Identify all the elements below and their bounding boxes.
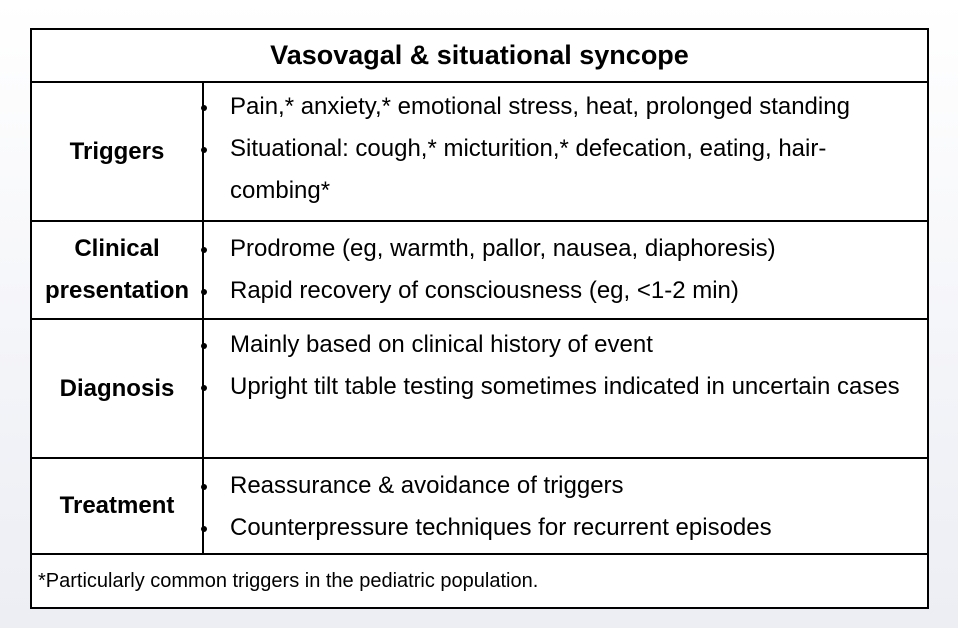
list-item: Pain,* anxiety,* emotional stress, heat, prolonged standing	[204, 86, 919, 128]
row-label-diagnosis: Diagnosis	[32, 320, 204, 457]
row-content-diagnosis	[204, 320, 927, 457]
row-triggers	[32, 83, 927, 222]
list-item: Reassurance & avoidance of triggers	[204, 465, 919, 507]
list-item: Situational: cough,* micturition,* defecation, eating, hair-combing*	[204, 128, 919, 212]
footnote: *Particularly common triggers in the pediatric population.	[38, 569, 539, 592]
row-treatment	[32, 459, 927, 555]
list-item: Prodrome (eg, warmth, pallor, nausea, diaphoresis)	[204, 228, 919, 270]
row-label-clinical-presentation: Clinical presentation	[32, 222, 204, 318]
bullet-list	[204, 228, 919, 312]
list-item: Mainly based on clinical history of event	[204, 324, 919, 366]
row-content-clinical-presentation	[204, 222, 927, 318]
syncope-table	[30, 28, 929, 609]
bullet-list	[204, 86, 919, 212]
list-item: Upright tilt table testing sometimes indicated in uncertain cases	[204, 366, 919, 408]
list-item: Rapid recovery of consciousness (eg, <1-2 min)	[204, 270, 919, 312]
row-label-treatment: Treatment	[32, 459, 204, 553]
row-content-treatment	[204, 459, 927, 553]
bullet-list	[204, 465, 919, 549]
row-content-triggers	[204, 83, 927, 220]
list-item: Counterpressure techniques for recurrent episodes	[204, 507, 919, 549]
row-clinical-presentation	[32, 222, 927, 320]
table-title: Vasovagal & situational syncope	[32, 30, 927, 83]
row-label-triggers: Triggers	[32, 83, 204, 220]
row-diagnosis	[32, 320, 927, 459]
bullet-list	[204, 324, 919, 408]
